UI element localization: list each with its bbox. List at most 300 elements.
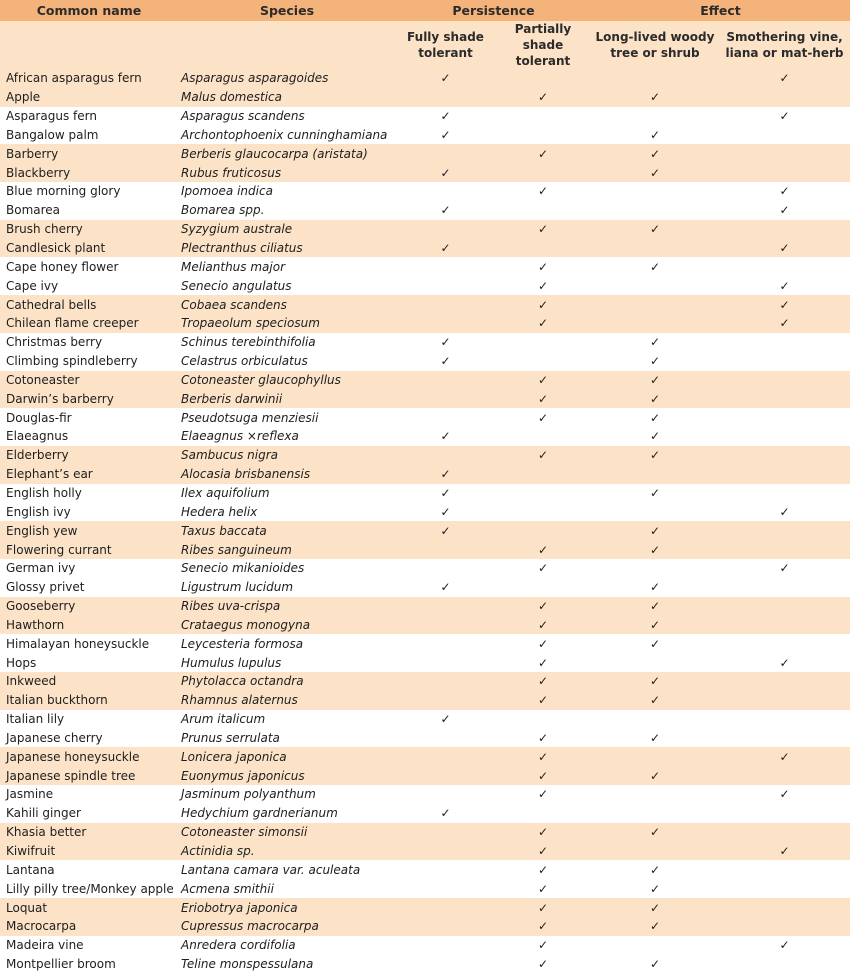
long-lived-check: [591, 314, 719, 333]
common-name-cell: Khasia better: [0, 823, 178, 842]
common-name-cell: Elderberry: [0, 446, 178, 465]
table-row: [0, 955, 850, 974]
smothering-check: ✓: [719, 936, 850, 955]
table-row: [0, 163, 850, 182]
fully-shade-check: [396, 955, 495, 974]
fully-shade-check: [396, 295, 495, 314]
partially-shade-check: [495, 126, 591, 145]
table-row: [0, 295, 850, 314]
smothering-check: [719, 804, 850, 823]
common-name-cell: Italian buckthorn: [0, 691, 178, 710]
smothering-check: [719, 408, 850, 427]
fully-shade-check: [396, 276, 495, 295]
smothering-check: [719, 446, 850, 465]
header-blank-species: [178, 21, 396, 69]
fully-shade-check: ✓: [396, 352, 495, 371]
species-cell: Phytolacca octandra: [178, 672, 396, 691]
table-row: [0, 691, 850, 710]
table-row: [0, 653, 850, 672]
fully-shade-check: [396, 446, 495, 465]
long-lived-check: [591, 69, 719, 88]
fully-shade-check: [396, 860, 495, 879]
table-row: [0, 126, 850, 145]
smothering-check: [719, 88, 850, 107]
header-persistence: Persistence: [396, 0, 591, 21]
long-lived-check: ✓: [591, 729, 719, 748]
species-cell: Ribes uva-crispa: [178, 597, 396, 616]
smothering-check: [719, 163, 850, 182]
common-name-cell: African asparagus fern: [0, 69, 178, 88]
long-lived-check: [591, 201, 719, 220]
smothering-check: ✓: [719, 201, 850, 220]
fully-shade-check: ✓: [396, 578, 495, 597]
long-lived-check: ✓: [591, 163, 719, 182]
table-row: [0, 276, 850, 295]
common-name-cell: Jasmine: [0, 785, 178, 804]
common-name-cell: Cathedral bells: [0, 295, 178, 314]
smothering-check: [719, 879, 850, 898]
partially-shade-check: ✓: [495, 747, 591, 766]
long-lived-check: [591, 465, 719, 484]
common-name-cell: Japanese cherry: [0, 729, 178, 748]
species-cell: Alocasia brisbanensis: [178, 465, 396, 484]
table-row: [0, 879, 850, 898]
partially-shade-check: ✓: [495, 860, 591, 879]
long-lived-check: [591, 239, 719, 258]
long-lived-check: ✓: [591, 389, 719, 408]
partially-shade-check: ✓: [495, 936, 591, 955]
common-name-cell: Cape honey flower: [0, 257, 178, 276]
common-name-cell: Cape ivy: [0, 276, 178, 295]
partially-shade-check: [495, 239, 591, 258]
common-name-cell: Elephant’s ear: [0, 465, 178, 484]
partially-shade-check: ✓: [495, 220, 591, 239]
fully-shade-check: ✓: [396, 465, 495, 484]
partially-shade-check: [495, 502, 591, 521]
long-lived-check: [591, 804, 719, 823]
species-cell: Anredera cordifolia: [178, 936, 396, 955]
species-cell: Senecio angulatus: [178, 276, 396, 295]
partially-shade-check: ✓: [495, 389, 591, 408]
smothering-check: [719, 634, 850, 653]
smothering-check: [719, 427, 850, 446]
partially-shade-check: [495, 107, 591, 126]
species-cell: Cotoneaster simonsii: [178, 823, 396, 842]
partially-shade-check: ✓: [495, 879, 591, 898]
partially-shade-check: ✓: [495, 898, 591, 917]
smothering-check: [719, 220, 850, 239]
header-partially-shade: Partially shade tolerant: [495, 21, 591, 69]
smothering-check: [719, 484, 850, 503]
fully-shade-check: ✓: [396, 521, 495, 540]
long-lived-check: [591, 502, 719, 521]
long-lived-check: ✓: [591, 144, 719, 163]
species-cell: Hedera helix: [178, 502, 396, 521]
table-row: [0, 107, 850, 126]
species-cell: Ilex aquifolium: [178, 484, 396, 503]
smothering-check: ✓: [719, 276, 850, 295]
long-lived-check: ✓: [591, 634, 719, 653]
fully-shade-check: [396, 88, 495, 107]
partially-shade-check: [495, 69, 591, 88]
fully-shade-check: [396, 898, 495, 917]
common-name-cell: Barberry: [0, 144, 178, 163]
partially-shade-check: ✓: [495, 785, 591, 804]
fully-shade-check: [396, 389, 495, 408]
species-cell: Actinidia sp.: [178, 842, 396, 861]
table-row: [0, 371, 850, 390]
fully-shade-check: ✓: [396, 239, 495, 258]
fully-shade-check: [396, 917, 495, 936]
fully-shade-check: [396, 729, 495, 748]
smothering-check: ✓: [719, 502, 850, 521]
common-name-cell: Darwin’s barberry: [0, 389, 178, 408]
common-name-cell: Italian lily: [0, 710, 178, 729]
table-row: [0, 860, 850, 879]
long-lived-check: ✓: [591, 672, 719, 691]
common-name-cell: Kiwifruit: [0, 842, 178, 861]
common-name-cell: English yew: [0, 521, 178, 540]
fully-shade-check: ✓: [396, 427, 495, 446]
smothering-check: [719, 691, 850, 710]
long-lived-check: ✓: [591, 521, 719, 540]
smothering-check: ✓: [719, 182, 850, 201]
fully-shade-check: [396, 257, 495, 276]
species-cell: Prunus serrulata: [178, 729, 396, 748]
partially-shade-check: ✓: [495, 314, 591, 333]
smothering-check: [719, 257, 850, 276]
fully-shade-check: [396, 615, 495, 634]
long-lived-check: ✓: [591, 578, 719, 597]
table-row: [0, 729, 850, 748]
fully-shade-check: [396, 220, 495, 239]
fully-shade-check: [396, 766, 495, 785]
smothering-check: [719, 917, 850, 936]
common-name-cell: Blackberry: [0, 163, 178, 182]
common-name-cell: Cotoneaster: [0, 371, 178, 390]
long-lived-check: ✓: [591, 597, 719, 616]
smothering-check: [719, 371, 850, 390]
long-lived-check: ✓: [591, 371, 719, 390]
table-row: [0, 823, 850, 842]
long-lived-check: ✓: [591, 955, 719, 974]
species-cell: Arum italicum: [178, 710, 396, 729]
header-long-lived: Long-lived woody tree or shrub: [591, 21, 719, 69]
long-lived-check: ✓: [591, 408, 719, 427]
partially-shade-check: [495, 804, 591, 823]
fully-shade-check: ✓: [396, 502, 495, 521]
table-row: [0, 747, 850, 766]
smothering-check: [719, 672, 850, 691]
long-lived-check: [591, 842, 719, 861]
species-cell: Rubus fruticosus: [178, 163, 396, 182]
table-row: [0, 898, 850, 917]
fully-shade-check: [396, 540, 495, 559]
partially-shade-check: ✓: [495, 615, 591, 634]
table-row: [0, 936, 850, 955]
fully-shade-check: ✓: [396, 107, 495, 126]
species-cell: Euonymus japonicus: [178, 766, 396, 785]
common-name-cell: Japanese honeysuckle: [0, 747, 178, 766]
table-row: [0, 484, 850, 503]
common-name-cell: Bomarea: [0, 201, 178, 220]
long-lived-check: ✓: [591, 860, 719, 879]
table-row: [0, 408, 850, 427]
table-row: [0, 578, 850, 597]
partially-shade-check: ✓: [495, 691, 591, 710]
fully-shade-check: [396, 144, 495, 163]
fully-shade-check: ✓: [396, 126, 495, 145]
table-row: [0, 352, 850, 371]
common-name-cell: Asparagus fern: [0, 107, 178, 126]
smothering-check: [719, 144, 850, 163]
species-cell: Ipomoea indica: [178, 182, 396, 201]
common-name-cell: Montpellier broom: [0, 955, 178, 974]
common-name-cell: Inkweed: [0, 672, 178, 691]
common-name-cell: Kahili ginger: [0, 804, 178, 823]
long-lived-check: [591, 747, 719, 766]
table-row: [0, 502, 850, 521]
header-row-primary: [0, 0, 850, 21]
species-cell: Crataegus monogyna: [178, 615, 396, 634]
smothering-check: [719, 352, 850, 371]
table-row: [0, 917, 850, 936]
fully-shade-check: [396, 672, 495, 691]
species-cell: Berberis darwinii: [178, 389, 396, 408]
common-name-cell: Hops: [0, 653, 178, 672]
common-name-cell: Lantana: [0, 860, 178, 879]
fully-shade-check: [396, 823, 495, 842]
long-lived-check: [591, 653, 719, 672]
species-cell: Taxus baccata: [178, 521, 396, 540]
fully-shade-check: [396, 597, 495, 616]
table-row: [0, 427, 850, 446]
common-name-cell: Flowering currant: [0, 540, 178, 559]
partially-shade-check: ✓: [495, 597, 591, 616]
common-name-cell: Glossy privet: [0, 578, 178, 597]
common-name-cell: Candlesick plant: [0, 239, 178, 258]
species-cell: Lonicera japonica: [178, 747, 396, 766]
common-name-cell: Climbing spindleberry: [0, 352, 178, 371]
long-lived-check: ✓: [591, 427, 719, 446]
species-cell: Schinus terebinthifolia: [178, 333, 396, 352]
common-name-cell: English ivy: [0, 502, 178, 521]
partially-shade-check: ✓: [495, 144, 591, 163]
partially-shade-check: [495, 578, 591, 597]
partially-shade-check: [495, 352, 591, 371]
smothering-check: ✓: [719, 239, 850, 258]
species-cell: Syzygium australe: [178, 220, 396, 239]
long-lived-check: ✓: [591, 126, 719, 145]
fully-shade-check: ✓: [396, 163, 495, 182]
fully-shade-check: [396, 559, 495, 578]
partially-shade-check: ✓: [495, 917, 591, 936]
common-name-cell: English holly: [0, 484, 178, 503]
partially-shade-check: ✓: [495, 182, 591, 201]
long-lived-check: [591, 559, 719, 578]
species-cell: Teline monspessulana: [178, 955, 396, 974]
species-cell: Berberis glaucocarpa (aristata): [178, 144, 396, 163]
partially-shade-check: [495, 465, 591, 484]
long-lived-check: ✓: [591, 352, 719, 371]
partially-shade-check: ✓: [495, 257, 591, 276]
header-common-name: Common name: [0, 0, 178, 21]
long-lived-check: [591, 710, 719, 729]
header-blank-name: [0, 21, 178, 69]
species-cell: Tropaeolum speciosum: [178, 314, 396, 333]
smothering-check: [719, 823, 850, 842]
common-name-cell: Elaeagnus: [0, 427, 178, 446]
partially-shade-check: [495, 201, 591, 220]
fully-shade-check: [396, 747, 495, 766]
partially-shade-check: [495, 521, 591, 540]
partially-shade-check: ✓: [495, 295, 591, 314]
partially-shade-check: ✓: [495, 559, 591, 578]
smothering-check: ✓: [719, 842, 850, 861]
smothering-check: ✓: [719, 559, 850, 578]
long-lived-check: ✓: [591, 917, 719, 936]
table-row: [0, 201, 850, 220]
table-row: [0, 615, 850, 634]
smothering-check: [719, 898, 850, 917]
common-name-cell: Japanese spindle tree: [0, 766, 178, 785]
table-row: [0, 804, 850, 823]
table-row: [0, 785, 850, 804]
smothering-check: [719, 710, 850, 729]
long-lived-check: ✓: [591, 220, 719, 239]
partially-shade-check: ✓: [495, 446, 591, 465]
fully-shade-check: [396, 182, 495, 201]
species-cell: Cobaea scandens: [178, 295, 396, 314]
common-name-cell: Hawthorn: [0, 615, 178, 634]
common-name-cell: Apple: [0, 88, 178, 107]
common-name-cell: Christmas berry: [0, 333, 178, 352]
header-species: Species: [178, 0, 396, 21]
table-row: [0, 239, 850, 258]
table-row: [0, 220, 850, 239]
smothering-check: ✓: [719, 107, 850, 126]
long-lived-check: ✓: [591, 879, 719, 898]
species-cell: Cotoneaster glaucophyllus: [178, 371, 396, 390]
smothering-check: [719, 578, 850, 597]
partially-shade-check: ✓: [495, 540, 591, 559]
smothering-check: [719, 389, 850, 408]
table-row: [0, 446, 850, 465]
species-cell: Asparagus scandens: [178, 107, 396, 126]
long-lived-check: [591, 107, 719, 126]
long-lived-check: ✓: [591, 691, 719, 710]
long-lived-check: ✓: [591, 766, 719, 785]
fully-shade-check: ✓: [396, 201, 495, 220]
common-name-cell: Bangalow palm: [0, 126, 178, 145]
species-cell: Asparagus asparagoides: [178, 69, 396, 88]
smothering-check: [719, 955, 850, 974]
partially-shade-check: [495, 484, 591, 503]
table-row: [0, 710, 850, 729]
species-cell: Hedychium gardnerianum: [178, 804, 396, 823]
partially-shade-check: ✓: [495, 88, 591, 107]
smothering-check: [719, 333, 850, 352]
table-row: [0, 69, 850, 88]
long-lived-check: ✓: [591, 898, 719, 917]
smothering-check: ✓: [719, 295, 850, 314]
long-lived-check: [591, 276, 719, 295]
fully-shade-check: [396, 371, 495, 390]
smothering-check: ✓: [719, 314, 850, 333]
common-name-cell: Brush cherry: [0, 220, 178, 239]
table-row: [0, 672, 850, 691]
species-cell: Bomarea spp.: [178, 201, 396, 220]
partially-shade-check: ✓: [495, 955, 591, 974]
table-row: [0, 389, 850, 408]
species-cell: Sambucus nigra: [178, 446, 396, 465]
table-row: [0, 314, 850, 333]
partially-shade-check: ✓: [495, 729, 591, 748]
common-name-cell: Blue morning glory: [0, 182, 178, 201]
common-name-cell: Himalayan honeysuckle: [0, 634, 178, 653]
smothering-check: [719, 540, 850, 559]
partially-shade-check: [495, 333, 591, 352]
species-cell: Jasminum polyanthum: [178, 785, 396, 804]
long-lived-check: ✓: [591, 484, 719, 503]
partially-shade-check: ✓: [495, 371, 591, 390]
species-cell: Pseudotsuga menziesii: [178, 408, 396, 427]
table-row: [0, 597, 850, 616]
fully-shade-check: [396, 314, 495, 333]
long-lived-check: ✓: [591, 446, 719, 465]
partially-shade-check: ✓: [495, 276, 591, 295]
partially-shade-check: ✓: [495, 766, 591, 785]
species-cell: Senecio mikanioides: [178, 559, 396, 578]
table-row: [0, 257, 850, 276]
smothering-check: ✓: [719, 785, 850, 804]
long-lived-check: ✓: [591, 333, 719, 352]
smothering-check: [719, 597, 850, 616]
fully-shade-check: [396, 653, 495, 672]
table-row: [0, 333, 850, 352]
partially-shade-check: [495, 163, 591, 182]
fully-shade-check: [396, 842, 495, 861]
species-cell: Plectranthus ciliatus: [178, 239, 396, 258]
common-name-cell: Macrocarpa: [0, 917, 178, 936]
header-effect: Effect: [591, 0, 850, 21]
table-row: [0, 842, 850, 861]
long-lived-check: ✓: [591, 540, 719, 559]
long-lived-check: ✓: [591, 823, 719, 842]
long-lived-check: ✓: [591, 88, 719, 107]
species-cell: Humulus lupulus: [178, 653, 396, 672]
partially-shade-check: ✓: [495, 653, 591, 672]
partially-shade-check: [495, 427, 591, 446]
table-row: [0, 559, 850, 578]
header-row-secondary: [0, 21, 850, 69]
species-cell: Eriobotrya japonica: [178, 898, 396, 917]
smothering-check: [719, 465, 850, 484]
header-smothering: Smothering vine, liana or mat-herb: [719, 21, 850, 69]
long-lived-check: [591, 295, 719, 314]
fully-shade-check: [396, 634, 495, 653]
header-fully-shade: Fully shade tolerant: [396, 21, 495, 69]
fully-shade-check: ✓: [396, 484, 495, 503]
table-row: [0, 88, 850, 107]
fully-shade-check: ✓: [396, 69, 495, 88]
smothering-check: ✓: [719, 747, 850, 766]
partially-shade-check: ✓: [495, 842, 591, 861]
table-row: [0, 182, 850, 201]
smothering-check: ✓: [719, 653, 850, 672]
fully-shade-check: [396, 785, 495, 804]
fully-shade-check: ✓: [396, 710, 495, 729]
